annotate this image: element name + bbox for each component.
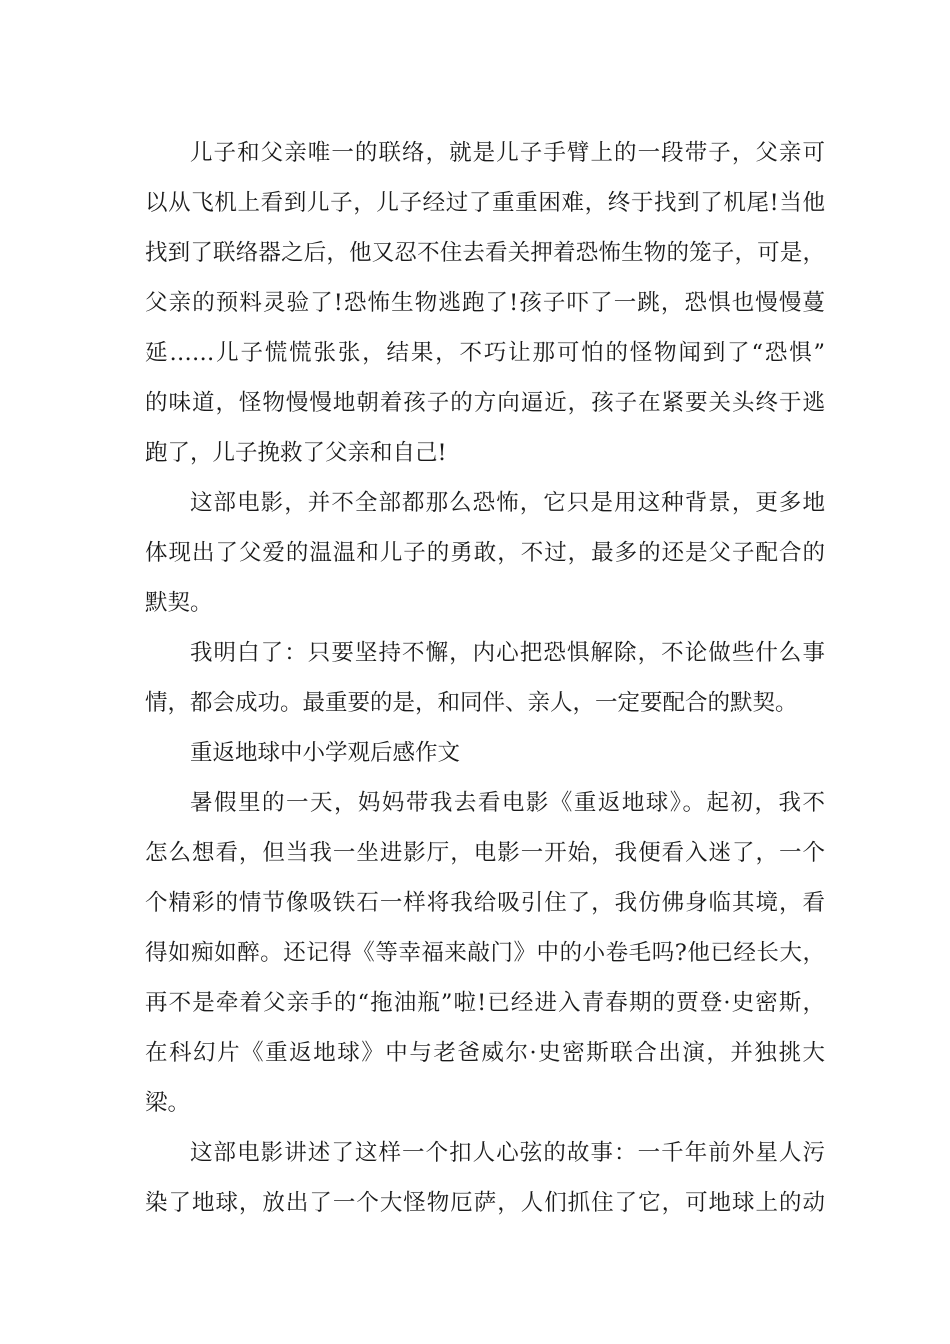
- text-line: 儿子和父亲唯一的联络，就是儿子手臂上的一段带子，父亲可: [190, 140, 825, 166]
- text-line: 这部电影讲述了这样一个扣人心弦的故事：一千年前外星人污: [190, 1140, 825, 1166]
- text-line: 我明白了：只要坚持不懈，内心把恐惧解除，不论做些什么事: [190, 640, 825, 666]
- text-line: 父亲的预料灵验了!恐怖生物逃跑了!孩子吓了一跳，恐惧也慢慢蔓: [145, 290, 825, 316]
- text-line: 找到了联络器之后，他又忍不住去看关押着恐怖生物的笼子，可是，: [145, 240, 825, 266]
- section-heading: [145, 728, 825, 778]
- text-line: 染了地球，放出了一个大怪物厄萨，人们抓住了它，可地球上的动: [145, 1190, 825, 1216]
- text-line: 情，都会成功。最重要的是，和同伴、亲人，一定要配合的默契。: [145, 690, 798, 716]
- paragraph: [145, 628, 825, 728]
- text-line: 以从飞机上看到儿子，儿子经过了重重困难，终于找到了机尾!当他: [145, 190, 825, 216]
- text-line: 的味道，怪物慢慢地朝着孩子的方向逼近，孩子在紧要关头终于逃: [145, 390, 825, 416]
- paragraph: [145, 778, 825, 1128]
- heading-text: 重返地球中小学观后感作文: [190, 740, 461, 766]
- paragraph: [145, 1128, 825, 1228]
- document-body: [145, 128, 825, 1228]
- text-line: 个精彩的情节像吸铁石一样将我给吸引住了，我仿佛身临其境，看: [145, 890, 825, 916]
- text-line: 暑假里的一天，妈妈带我去看电影《重返地球》。起初，我不: [190, 790, 825, 816]
- text-line: 梁。: [145, 1090, 191, 1116]
- text-line: 得如痴如醉。还记得《等幸福来敲门》中的小卷毛吗?他已经长大，: [145, 940, 825, 966]
- text-line: 在科幻片《重返地球》中与老爸威尔·史密斯联合出演，并独挑大: [145, 1040, 825, 1066]
- paragraph: [145, 128, 825, 478]
- text-line: 体现出了父爱的温温和儿子的勇敢，不过，最多的还是父子配合的: [145, 540, 825, 566]
- text-line: 再不是牵着父亲手的“拖油瓶”啦!已经进入青春期的贾登·史密斯，: [145, 990, 825, 1016]
- text-line: 这部电影，并不全部都那么恐怖，它只是用这种背景，更多地: [190, 490, 825, 516]
- text-line: 延……儿子慌慌张张，结果，不巧让那可怕的怪物闻到了“恐惧”: [145, 340, 825, 366]
- paragraph: [145, 478, 825, 628]
- text-line: 怎么想看，但当我一坐进影厅，电影一开始，我便看入迷了，一个: [145, 840, 825, 866]
- text-line: 跑了，儿子挽救了父亲和自己!: [145, 440, 447, 466]
- text-line: 默契。: [145, 590, 213, 616]
